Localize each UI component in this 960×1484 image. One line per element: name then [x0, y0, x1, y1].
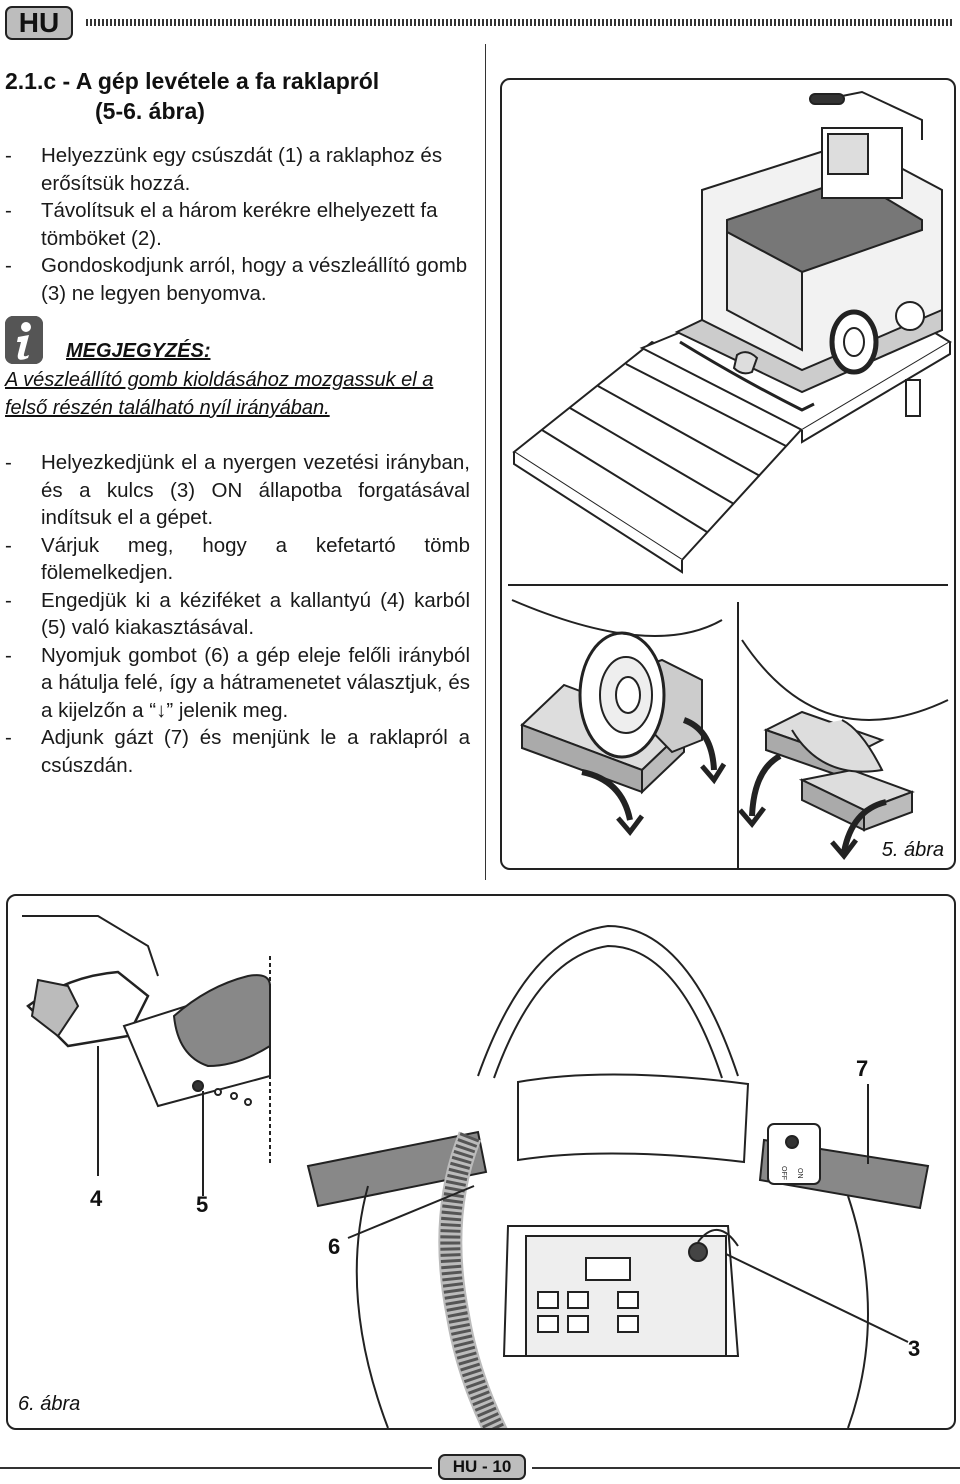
- language-badge: HU: [5, 6, 73, 40]
- steps-list-2: [5, 449, 470, 779]
- figure-6-illustration: [8, 896, 954, 1428]
- callout-5: 5: [196, 1192, 209, 1217]
- section-title-line1: 2.1.c - A gép levétele a fa raklapról: [5, 68, 380, 94]
- list-item: - Engedjük ki a kéziféket a kallantyú (4) karból (5) való kiakasztásával.: [5, 587, 470, 642]
- list-item: - Várjuk meg, hogy a kefetartó tömb fölemelkedjen.: [5, 532, 470, 587]
- callout-6: 6: [328, 1234, 341, 1259]
- list-item: - Távolítsuk el a három kerékre elhelyezett fa tömböket (2).: [5, 197, 470, 252]
- figure-5: [500, 78, 956, 870]
- switch-off-label: OFF: [780, 1166, 787, 1180]
- figure-5-illustration: [502, 80, 954, 868]
- figure-5-caption: 5. ábra: [881, 839, 944, 861]
- list-item: - Gondoskodjunk arról, hogy a vészleállító gomb (3) ne legyen benyomva.: [5, 252, 470, 307]
- section-title: [5, 66, 379, 126]
- footer-rule-right: [532, 1467, 960, 1469]
- figure-6: [6, 894, 956, 1430]
- callout-3: 3: [908, 1336, 921, 1361]
- footer-rule-left: [0, 1467, 432, 1469]
- callout-7: 7: [856, 1056, 869, 1081]
- section-title-line2: (5-6. ábra): [95, 98, 205, 124]
- list-item: - Adjunk gázt (7) és menjünk le a raklapról a csúszdán.: [5, 724, 470, 779]
- list-item: - Nyomjuk gombot (6) a gép eleje felőli irányból a hátulja felé, így a hátramenetet választjuk, és a kijelzőn a “↓” jelenik meg.: [5, 642, 470, 725]
- page-number: HU - 10: [438, 1454, 526, 1480]
- note-title: MEGJEGYZÉS:: [66, 340, 211, 362]
- switch-on-label: ON: [796, 1168, 803, 1179]
- callout-4: 4: [90, 1186, 103, 1211]
- info-icon: [5, 316, 43, 364]
- figure-6-caption: 6. ábra: [18, 1393, 81, 1415]
- list-item: - Helyezzünk egy csúszdát (1) a raklaphoz és erősítsük hozzá.: [5, 142, 470, 197]
- note-text: A vészleállító gomb kioldásához mozgassuk el a felső részén található nyíl irányában.: [5, 369, 434, 419]
- list-item: - Helyezkedjünk el a nyergen vezetési irányban, és a kulcs (3) ON állapotba forgatásával indítsuk el a gépet.: [5, 449, 470, 532]
- header-dotted-rule: [86, 19, 954, 26]
- column-divider: [485, 44, 486, 880]
- steps-list-1: [5, 142, 470, 307]
